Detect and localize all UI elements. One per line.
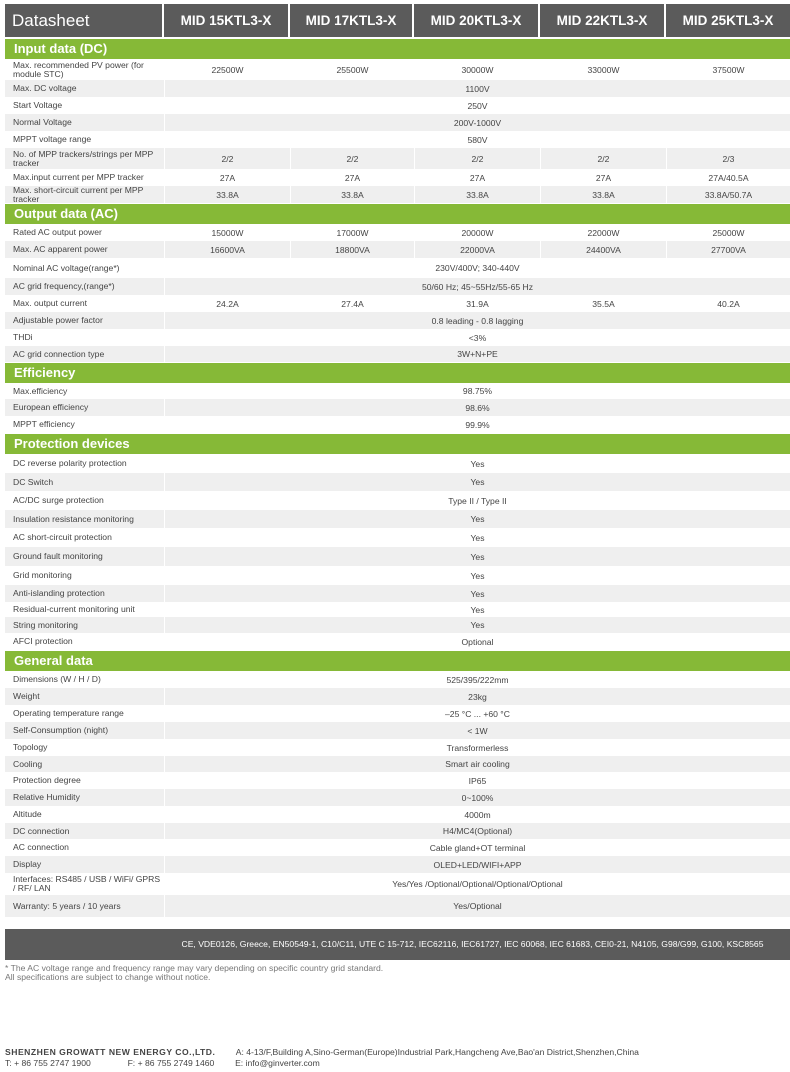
- spec-value: 27700VA: [666, 241, 790, 258]
- spec-value-span: 250V: [164, 97, 790, 114]
- company-fax: F: + 86 755 2749 1460: [127, 1058, 215, 1068]
- spec-value: 24.2A: [164, 295, 290, 312]
- spec-label: Relative Humidity: [13, 792, 80, 803]
- spec-value: 20000W: [414, 224, 540, 241]
- spec-label: Max. AC apparent power: [13, 244, 108, 255]
- model-header: MID 17KTL3-X: [290, 4, 414, 37]
- spec-label: Dimensions (W / H / D): [13, 674, 101, 685]
- spec-label: Max.input current per MPP tracker: [13, 172, 144, 183]
- spec-label: Max. output current: [13, 298, 88, 309]
- spec-label: Operating temperature range: [13, 708, 124, 719]
- spec-label: Insulation resistance monitoring: [13, 513, 134, 524]
- spec-label: Max.efficiency: [13, 385, 68, 396]
- spec-label: AC grid frequency,(range*): [13, 281, 115, 292]
- spec-value: 22500W: [164, 59, 290, 80]
- spec-value-span: 99.9%: [164, 416, 790, 433]
- spec-row: [5, 169, 790, 186]
- company-address: A: 4-13/F,Building A,Sino-German(Europe)Industrial Park,Hangcheng Ave,Bao'an District,Shenzhen,China: [235, 1047, 639, 1057]
- spec-row: [5, 602, 790, 617]
- spec-value-span: OLED+LED/WIFI+APP: [164, 856, 790, 873]
- spec-row: [5, 806, 790, 823]
- spec-label: String monitoring: [13, 619, 78, 630]
- spec-value-span: Optional: [164, 633, 790, 650]
- model-header: MID 22KTL3-X: [540, 4, 666, 37]
- spec-value: 2/2: [540, 148, 666, 169]
- spec-label: Display: [13, 859, 42, 870]
- spec-value: 25500W: [290, 59, 414, 80]
- footnote-line: * The AC voltage range and frequency range may vary depending on specific country grid standard.: [5, 963, 384, 973]
- spec-value: 16600VA: [164, 241, 290, 258]
- spec-label: Self-Consumption (night): [13, 725, 109, 736]
- spec-value-span: 98.75%: [164, 383, 790, 399]
- spec-value-span: Yes/Yes /Optional/Optional/Optional/Optional: [164, 873, 790, 895]
- spec-value-span: Yes: [164, 585, 790, 602]
- spec-table: [5, 38, 790, 917]
- section-header: Output data (AC): [5, 204, 790, 224]
- spec-label: Cooling: [13, 758, 43, 769]
- section-header: Efficiency: [5, 363, 790, 383]
- spec-value: 31.9A: [414, 295, 540, 312]
- spec-value: 25000W: [666, 224, 790, 241]
- spec-value: 15000W: [164, 224, 290, 241]
- spec-value-span: Yes: [164, 528, 790, 547]
- spec-value-span: <3%: [164, 329, 790, 346]
- spec-value-span: < 1W: [164, 722, 790, 739]
- spec-row: [5, 59, 790, 80]
- spec-value-span: Yes: [164, 547, 790, 566]
- spec-row: [5, 399, 790, 416]
- spec-value-span: Yes: [164, 473, 790, 491]
- spec-value: 27A: [164, 169, 290, 186]
- spec-row: [5, 491, 790, 510]
- spec-value-span: 98.6%: [164, 399, 790, 416]
- spec-label: European efficiency: [13, 402, 89, 413]
- footnote-line: All specifications are subject to change without notice.: [5, 972, 211, 982]
- spec-value-span: Type II / Type II: [164, 491, 790, 510]
- spec-row: [5, 722, 790, 739]
- model-header: MID 20KTL3-X: [414, 4, 540, 37]
- spec-row: [5, 258, 790, 278]
- spec-row: [5, 633, 790, 650]
- spec-value-span: 525/395/222mm: [164, 671, 790, 688]
- spec-row: [5, 80, 790, 97]
- spec-row: [5, 97, 790, 114]
- section-header: Input data (DC): [5, 39, 790, 59]
- spec-value: 2/2: [290, 148, 414, 169]
- spec-row: [5, 547, 790, 566]
- spec-value: 22000VA: [414, 241, 540, 258]
- spec-value-span: 580V: [164, 131, 790, 148]
- spec-row: [5, 383, 790, 399]
- spec-value: 33.8A: [414, 186, 540, 203]
- company-email: E: info@ginverter.com: [235, 1058, 320, 1068]
- spec-label: AC grid connection type: [13, 348, 105, 359]
- spec-value-span: H4/MC4(Optional): [164, 823, 790, 839]
- spec-row: [5, 823, 790, 839]
- spec-row: [5, 241, 790, 258]
- spec-value: 2/2: [164, 148, 290, 169]
- spec-value-span: Yes: [164, 566, 790, 585]
- model-header: MID 15KTL3-X: [164, 4, 290, 37]
- spec-value: 35.5A: [540, 295, 666, 312]
- spec-label: Adjustable power factor: [13, 315, 103, 326]
- spec-row: [5, 416, 790, 433]
- spec-row: [5, 224, 790, 241]
- spec-row: [5, 789, 790, 806]
- spec-value: 27A: [290, 169, 414, 186]
- spec-value-span: –25 °C ... +60 °C: [164, 705, 790, 722]
- spec-label: Max. short-circuit current per MPP tracker: [13, 184, 144, 204]
- spec-value-span: 4000m: [164, 806, 790, 823]
- spec-value: 18800VA: [290, 241, 414, 258]
- spec-value-span: Yes: [164, 510, 790, 528]
- spec-row: [5, 454, 790, 473]
- spec-row: [5, 295, 790, 312]
- spec-value-span: 230V/400V; 340-440V: [164, 258, 790, 278]
- spec-row: [5, 585, 790, 602]
- spec-label: Anti-islanding protection: [13, 588, 105, 599]
- section-header: Protection devices: [5, 434, 790, 454]
- model-header: MID 25KTL3-X: [666, 4, 790, 37]
- spec-value-span: 1100V: [164, 80, 790, 97]
- spec-row: [5, 186, 790, 203]
- spec-row: [5, 278, 790, 295]
- spec-row: [5, 329, 790, 346]
- spec-value-span: Smart air cooling: [164, 756, 790, 772]
- company-name: SHENZHEN GROWATT NEW ENERGY CO.,LTD.: [5, 1047, 216, 1057]
- spec-label: Protection degree: [13, 775, 81, 786]
- spec-row: [5, 756, 790, 772]
- spec-label: No. of MPP trackers/strings per MPP tracker: [13, 148, 154, 168]
- spec-value: 27A: [540, 169, 666, 186]
- datasheet-header: [5, 4, 790, 37]
- company-tel: T: + 86 755 2747 1900: [5, 1058, 91, 1068]
- spec-row: [5, 312, 790, 329]
- spec-value-span: Yes: [164, 454, 790, 473]
- spec-label: THDi: [13, 332, 33, 343]
- spec-value: 24400VA: [540, 241, 666, 258]
- spec-row: [5, 510, 790, 528]
- spec-value: 33.8A: [540, 186, 666, 203]
- spec-row: [5, 346, 790, 362]
- spec-label: Max. recommended PV power (for module STC): [13, 59, 144, 79]
- spec-value: 22000W: [540, 224, 666, 241]
- spec-value: 27A: [414, 169, 540, 186]
- spec-label: Interfaces: RS485 / USB / WiFi/ GPRS / RF/ LAN: [13, 874, 161, 893]
- spec-value-span: Yes: [164, 617, 790, 633]
- spec-row: [5, 148, 790, 169]
- spec-value-span: Yes/Optional: [164, 895, 790, 917]
- spec-row: [5, 873, 790, 895]
- datasheet-title: Datasheet: [5, 4, 164, 37]
- spec-label: Max. DC voltage: [13, 83, 77, 94]
- spec-label: Nominal AC voltage(range*): [13, 262, 120, 273]
- spec-row: [5, 131, 790, 148]
- spec-value: 2/3: [666, 148, 790, 169]
- spec-label: AC connection: [13, 842, 69, 853]
- spec-value-span: 0.8 leading - 0.8 lagging: [164, 312, 790, 329]
- spec-value-span: Cable gland+OT terminal: [164, 839, 790, 856]
- section-header: General data: [5, 651, 790, 671]
- spec-value: 40.2A: [666, 295, 790, 312]
- spec-label: Grid monitoring: [13, 570, 72, 581]
- spec-value-span: 200V-1000V: [164, 114, 790, 131]
- spec-label: AFCI protection: [13, 636, 73, 647]
- spec-value: 30000W: [414, 59, 540, 80]
- spec-value: 33000W: [540, 59, 666, 80]
- spec-row: [5, 705, 790, 722]
- company-footer: [5, 1047, 639, 1069]
- spec-row: [5, 839, 790, 856]
- spec-value-span: Yes: [164, 602, 790, 617]
- spec-label: Residual-current monitoring unit: [13, 604, 135, 615]
- spec-row: [5, 856, 790, 873]
- spec-label: Normal Voltage: [13, 117, 72, 128]
- spec-value-span: Transformerless: [164, 739, 790, 756]
- spec-value-span: 3W+N+PE: [164, 346, 790, 362]
- footnotes: [5, 964, 383, 982]
- spec-value: 33.8A: [290, 186, 414, 203]
- spec-label: Ground fault monitoring: [13, 551, 103, 562]
- spec-label: DC connection: [13, 825, 70, 836]
- spec-label: DC Switch: [13, 476, 54, 487]
- spec-value-span: IP65: [164, 772, 790, 789]
- spec-label: Altitude: [13, 809, 42, 820]
- spec-row: [5, 772, 790, 789]
- spec-label: MPPT voltage range: [13, 134, 92, 145]
- spec-value-span: 0~100%: [164, 789, 790, 806]
- spec-row: [5, 688, 790, 705]
- spec-row: [5, 566, 790, 585]
- spec-value: 2/2: [414, 148, 540, 169]
- spec-row: [5, 739, 790, 756]
- spec-value: 27A/40.5A: [666, 169, 790, 186]
- spec-value: 17000W: [290, 224, 414, 241]
- spec-label: DC reverse polarity protection: [13, 458, 127, 469]
- spec-label: AC/DC surge protection: [13, 495, 104, 506]
- spec-row: [5, 671, 790, 688]
- spec-value: 33.8A/50.7A: [666, 186, 790, 203]
- spec-row: [5, 114, 790, 131]
- spec-value: 33.8A: [164, 186, 290, 203]
- spec-label: AC short-circuit protection: [13, 532, 112, 543]
- spec-row: [5, 617, 790, 633]
- spec-row: [5, 473, 790, 491]
- spec-label: Rated AC output power: [13, 227, 102, 238]
- spec-row: [5, 528, 790, 547]
- certifications-bar: CE, VDE0126, Greece, EN50549-1, C10/C11, UTE C 15-712, IEC62116, IEC61727, IEC 60068, IEC 61683, CEI0-21, N4105, G98/G99, G100, KSC8565: [5, 929, 790, 960]
- spec-label: Weight: [13, 691, 40, 702]
- spec-value-span: 23kg: [164, 688, 790, 705]
- spec-label: MPPT efficiency: [13, 419, 75, 430]
- spec-row: [5, 895, 790, 917]
- spec-value-span: 50/60 Hz; 45~55Hz/55-65 Hz: [164, 278, 790, 295]
- spec-value: 37500W: [666, 59, 790, 80]
- spec-label: Topology: [13, 742, 48, 753]
- spec-value: 27.4A: [290, 295, 414, 312]
- spec-label: Warranty: 5 years / 10 years: [13, 900, 121, 911]
- spec-label: Start Voltage: [13, 100, 63, 111]
